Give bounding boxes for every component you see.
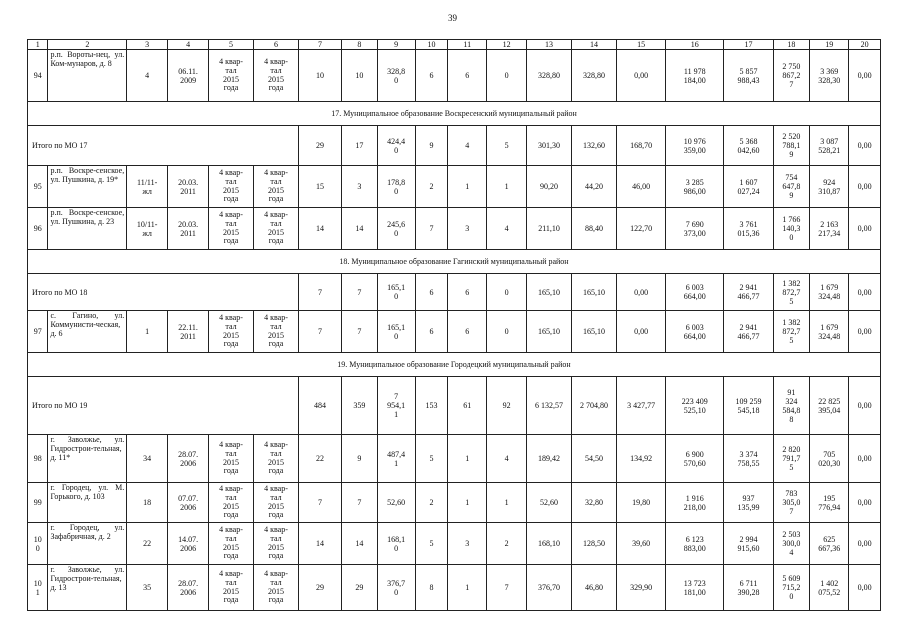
address-cell: г. Городец, ул. Зафабричная, д. 2 xyxy=(48,523,127,565)
cell-col-19: 195 776,94 xyxy=(810,483,849,523)
cell-col-20: 0,00 xyxy=(849,126,881,166)
address-cell: р.п. Воскре-сенское, ул. Пушкина, д. 23 xyxy=(48,208,127,250)
cell-col-8: 10 xyxy=(341,50,377,102)
cell-col-14: 128,50 xyxy=(572,523,617,565)
cell-col-15: 3 427,77 xyxy=(617,377,666,435)
cell-col-14: 54,50 xyxy=(572,435,617,483)
cell-col-18: 91 324 584,8 8 xyxy=(773,377,810,435)
cell-col-6: 4 квар- тал 2015 года xyxy=(254,311,299,353)
column-number: 19 xyxy=(810,40,849,50)
cell-col-15: 168,70 xyxy=(617,126,666,166)
cell-col-15: 46,00 xyxy=(617,166,666,208)
cell-col-6: 4 квар- тал 2015 года xyxy=(254,50,299,102)
total-row xyxy=(28,126,881,166)
cell-col-18: 5 609 715,2 0 xyxy=(773,565,810,611)
address-cell: г. Городец, ул. М. Горького, д. 103 xyxy=(48,483,127,523)
cell-col-11: 6 xyxy=(448,311,487,353)
table-row xyxy=(28,166,881,208)
cell-col-19: 625 667,36 xyxy=(810,523,849,565)
cell-col-12: 7 xyxy=(487,565,527,611)
cell-col-12: 5 xyxy=(487,126,527,166)
cell-col-8: 7 xyxy=(341,274,377,311)
cell-col-18: 1 766 140,3 0 xyxy=(773,208,810,250)
address-cell: г. Заволжье, ул. Гидрострои-тельная, д. 11* xyxy=(48,435,127,483)
cell-col-5: 4 квар- тал 2015 года xyxy=(209,50,254,102)
cell-col-10: 6 xyxy=(415,274,448,311)
row-number: 96 xyxy=(28,208,48,250)
cell-col-8: 9 xyxy=(341,435,377,483)
cell-col-7: 7 xyxy=(299,483,342,523)
cell-col-3: 34 xyxy=(127,435,168,483)
cell-col-10: 5 xyxy=(415,523,448,565)
cell-col-5: 4 квар- тал 2015 года xyxy=(209,565,254,611)
cell-col-5: 4 квар- тал 2015 года xyxy=(209,166,254,208)
cell-col-19: 924 310,87 xyxy=(810,166,849,208)
cell-col-8: 3 xyxy=(341,166,377,208)
column-number: 3 xyxy=(127,40,168,50)
cell-col-12: 4 xyxy=(487,435,527,483)
cell-col-18: 783 305,0 7 xyxy=(773,483,810,523)
table-row xyxy=(28,565,881,611)
cell-col-15: 19,80 xyxy=(617,483,666,523)
cell-col-13: 165,10 xyxy=(527,311,572,353)
table-row xyxy=(28,435,881,483)
cell-col-8: 29 xyxy=(341,565,377,611)
cell-col-11: 3 xyxy=(448,523,487,565)
cell-col-11: 3 xyxy=(448,208,487,250)
section-heading: 18. Муниципальное образование Гагинский муниципальный район xyxy=(28,250,881,274)
cell-col-4: 14.07. 2006 xyxy=(168,523,209,565)
cell-col-19: 3 369 328,30 xyxy=(810,50,849,102)
cell-col-13: 211,10 xyxy=(527,208,572,250)
cell-col-13: 52,60 xyxy=(527,483,572,523)
section-heading: 17. Муниципальное образование Воскресенский муниципальный район xyxy=(28,102,881,126)
column-number: 16 xyxy=(666,40,724,50)
cell-col-10: 9 xyxy=(415,126,448,166)
cell-col-12: 0 xyxy=(487,50,527,102)
cell-col-7: 29 xyxy=(299,126,342,166)
cell-col-11: 1 xyxy=(448,483,487,523)
cell-col-7: 484 xyxy=(299,377,342,435)
cell-col-13: 165,10 xyxy=(527,274,572,311)
section-heading-row xyxy=(28,250,881,274)
cell-col-13: 189,42 xyxy=(527,435,572,483)
cell-col-18: 754 647,8 9 xyxy=(773,166,810,208)
cell-col-9: 376,7 0 xyxy=(377,565,415,611)
cell-col-6: 4 квар- тал 2015 года xyxy=(254,208,299,250)
cell-col-17: 2 941 466,77 xyxy=(724,311,773,353)
cell-col-8: 359 xyxy=(341,377,377,435)
cell-col-12: 2 xyxy=(487,523,527,565)
cell-col-20: 0,00 xyxy=(849,523,881,565)
cell-col-16: 223 409 525,10 xyxy=(666,377,724,435)
cell-col-8: 17 xyxy=(341,126,377,166)
column-number: 2 xyxy=(48,40,127,50)
cell-col-9: 424,4 0 xyxy=(377,126,415,166)
cell-col-4: 06.11. 2009 xyxy=(168,50,209,102)
cell-col-14: 2 704,80 xyxy=(572,377,617,435)
cell-col-18: 1 382 872,7 5 xyxy=(773,274,810,311)
cell-col-9: 165,1 0 xyxy=(377,274,415,311)
cell-col-15: 39,60 xyxy=(617,523,666,565)
cell-col-8: 7 xyxy=(341,311,377,353)
cell-col-12: 1 xyxy=(487,166,527,208)
cell-col-17: 937 135,99 xyxy=(724,483,773,523)
cell-col-18: 2 503 300,0 4 xyxy=(773,523,810,565)
cell-col-16: 6 123 883,00 xyxy=(666,523,724,565)
column-number: 1 xyxy=(28,40,48,50)
address-cell: р.п. Вороты-нец, ул. Ком-мунаров, д. 8 xyxy=(48,50,127,102)
cell-col-16: 13 723 181,00 xyxy=(666,565,724,611)
total-row xyxy=(28,377,881,435)
cell-col-13: 328,80 xyxy=(527,50,572,102)
cell-col-12: 0 xyxy=(487,311,527,353)
cell-col-7: 15 xyxy=(299,166,342,208)
cell-col-5: 4 квар- тал 2015 года xyxy=(209,208,254,250)
address-cell: г. Заволжье, ул. Гидрострои-тельная, д. 13 xyxy=(48,565,127,611)
register-table xyxy=(27,39,881,611)
cell-col-16: 10 976 359,00 xyxy=(666,126,724,166)
row-number: 95 xyxy=(28,166,48,208)
cell-col-6: 4 квар- тал 2015 года xyxy=(254,435,299,483)
cell-col-17: 1 607 027,24 xyxy=(724,166,773,208)
table-row xyxy=(28,523,881,565)
cell-col-10: 7 xyxy=(415,208,448,250)
cell-col-8: 14 xyxy=(341,208,377,250)
cell-col-8: 7 xyxy=(341,483,377,523)
cell-col-13: 90,20 xyxy=(527,166,572,208)
table-row xyxy=(28,483,881,523)
cell-col-7: 14 xyxy=(299,208,342,250)
cell-col-15: 329,90 xyxy=(617,565,666,611)
column-number: 6 xyxy=(254,40,299,50)
cell-col-11: 1 xyxy=(448,166,487,208)
cell-col-13: 6 132,57 xyxy=(527,377,572,435)
cell-col-10: 2 xyxy=(415,166,448,208)
cell-col-3: 4 xyxy=(127,50,168,102)
cell-col-7: 7 xyxy=(299,274,342,311)
cell-col-19: 3 087 528,21 xyxy=(810,126,849,166)
cell-col-20: 0,00 xyxy=(849,435,881,483)
cell-col-17: 5 857 988,43 xyxy=(724,50,773,102)
cell-col-13: 168,10 xyxy=(527,523,572,565)
total-row xyxy=(28,274,881,311)
cell-col-6: 4 квар- тал 2015 года xyxy=(254,483,299,523)
row-number: 98 xyxy=(28,435,48,483)
cell-col-11: 1 xyxy=(448,435,487,483)
cell-col-19: 1 402 075,52 xyxy=(810,565,849,611)
cell-col-14: 88,40 xyxy=(572,208,617,250)
cell-col-16: 7 690 373,00 xyxy=(666,208,724,250)
cell-col-17: 3 374 758,55 xyxy=(724,435,773,483)
table-row xyxy=(28,208,881,250)
cell-col-17: 5 368 042,60 xyxy=(724,126,773,166)
cell-col-7: 14 xyxy=(299,523,342,565)
cell-col-9: 168,1 0 xyxy=(377,523,415,565)
cell-col-20: 0,00 xyxy=(849,166,881,208)
cell-col-4: 28.07. 2006 xyxy=(168,565,209,611)
cell-col-11: 6 xyxy=(448,50,487,102)
cell-col-10: 5 xyxy=(415,435,448,483)
cell-col-9: 487,4 1 xyxy=(377,435,415,483)
cell-col-15: 134,92 xyxy=(617,435,666,483)
address-cell: с. Гагино, ул. Коммунисти-ческая, д. 6 xyxy=(48,311,127,353)
cell-col-14: 165,10 xyxy=(572,274,617,311)
cell-col-7: 29 xyxy=(299,565,342,611)
cell-col-19: 22 825 395,04 xyxy=(810,377,849,435)
cell-col-16: 11 978 184,00 xyxy=(666,50,724,102)
column-number: 8 xyxy=(341,40,377,50)
cell-col-6: 4 квар- тал 2015 года xyxy=(254,565,299,611)
column-number: 17 xyxy=(724,40,773,50)
cell-col-20: 0,00 xyxy=(849,311,881,353)
column-number: 20 xyxy=(849,40,881,50)
column-number: 15 xyxy=(617,40,666,50)
cell-col-11: 6 xyxy=(448,274,487,311)
cell-col-18: 2 820 791,7 5 xyxy=(773,435,810,483)
cell-col-9: 7 954,1 1 xyxy=(377,377,415,435)
cell-col-13: 376,70 xyxy=(527,565,572,611)
table-row xyxy=(28,311,881,353)
cell-col-9: 52,60 xyxy=(377,483,415,523)
cell-col-16: 6 003 664,00 xyxy=(666,311,724,353)
cell-col-11: 4 xyxy=(448,126,487,166)
cell-col-5: 4 квар- тал 2015 года xyxy=(209,483,254,523)
column-number-row xyxy=(28,40,881,50)
cell-col-19: 2 163 217,34 xyxy=(810,208,849,250)
cell-col-10: 153 xyxy=(415,377,448,435)
cell-col-14: 165,10 xyxy=(572,311,617,353)
cell-col-11: 1 xyxy=(448,565,487,611)
cell-col-17: 2 994 915,60 xyxy=(724,523,773,565)
cell-col-18: 2 520 788,1 9 xyxy=(773,126,810,166)
cell-col-17: 109 259 545,18 xyxy=(724,377,773,435)
cell-col-19: 1 679 324,48 xyxy=(810,274,849,311)
cell-col-7: 10 xyxy=(299,50,342,102)
cell-col-12: 92 xyxy=(487,377,527,435)
cell-col-7: 7 xyxy=(299,311,342,353)
section-heading-row xyxy=(28,102,881,126)
cell-col-7: 22 xyxy=(299,435,342,483)
cell-col-15: 0,00 xyxy=(617,311,666,353)
address-cell: р.п. Воскре-сенское, ул. Пушкина, д. 19* xyxy=(48,166,127,208)
cell-col-10: 2 xyxy=(415,483,448,523)
cell-col-20: 0,00 xyxy=(849,377,881,435)
cell-col-9: 165,1 0 xyxy=(377,311,415,353)
cell-col-12: 4 xyxy=(487,208,527,250)
total-label: Итого по МО 17 xyxy=(28,126,299,166)
cell-col-20: 0,00 xyxy=(849,483,881,523)
row-number: 10 1 xyxy=(28,565,48,611)
cell-col-20: 0,00 xyxy=(849,274,881,311)
row-number: 99 xyxy=(28,483,48,523)
column-number: 11 xyxy=(448,40,487,50)
column-number: 7 xyxy=(299,40,342,50)
cell-col-8: 14 xyxy=(341,523,377,565)
cell-col-15: 0,00 xyxy=(617,50,666,102)
cell-col-14: 32,80 xyxy=(572,483,617,523)
cell-col-16: 3 285 986,00 xyxy=(666,166,724,208)
cell-col-11: 61 xyxy=(448,377,487,435)
column-number: 12 xyxy=(487,40,527,50)
cell-col-9: 178,8 0 xyxy=(377,166,415,208)
cell-col-18: 1 382 872,7 5 xyxy=(773,311,810,353)
column-number: 9 xyxy=(377,40,415,50)
cell-col-20: 0,00 xyxy=(849,565,881,611)
column-number: 5 xyxy=(209,40,254,50)
cell-col-3: 22 xyxy=(127,523,168,565)
cell-col-13: 301,30 xyxy=(527,126,572,166)
cell-col-10: 6 xyxy=(415,50,448,102)
total-label: Итого по МО 19 xyxy=(28,377,299,435)
table-row xyxy=(28,50,881,102)
cell-col-20: 0,00 xyxy=(849,50,881,102)
cell-col-4: 22.11. 2011 xyxy=(168,311,209,353)
cell-col-16: 6 003 664,00 xyxy=(666,274,724,311)
cell-col-4: 20.03. 2011 xyxy=(168,166,209,208)
page-number: 39 xyxy=(448,13,457,23)
cell-col-19: 705 020,30 xyxy=(810,435,849,483)
cell-col-10: 6 xyxy=(415,311,448,353)
cell-col-3: 11/11- жл xyxy=(127,166,168,208)
column-number: 18 xyxy=(773,40,810,50)
cell-col-3: 1 xyxy=(127,311,168,353)
cell-col-3: 18 xyxy=(127,483,168,523)
cell-col-6: 4 квар- тал 2015 года xyxy=(254,166,299,208)
cell-col-12: 0 xyxy=(487,274,527,311)
cell-col-14: 46,80 xyxy=(572,565,617,611)
cell-col-14: 44,20 xyxy=(572,166,617,208)
cell-col-15: 0,00 xyxy=(617,274,666,311)
column-number: 10 xyxy=(415,40,448,50)
cell-col-5: 4 квар- тал 2015 года xyxy=(209,435,254,483)
cell-col-17: 2 941 466,77 xyxy=(724,274,773,311)
cell-col-16: 1 916 218,00 xyxy=(666,483,724,523)
cell-col-6: 4 квар- тал 2015 года xyxy=(254,523,299,565)
row-number: 97 xyxy=(28,311,48,353)
cell-col-9: 245,6 0 xyxy=(377,208,415,250)
cell-col-9: 328,8 0 xyxy=(377,50,415,102)
total-label: Итого по МО 18 xyxy=(28,274,299,311)
row-number: 10 0 xyxy=(28,523,48,565)
column-number: 4 xyxy=(168,40,209,50)
cell-col-20: 0,00 xyxy=(849,208,881,250)
cell-col-5: 4 квар- тал 2015 года xyxy=(209,523,254,565)
cell-col-19: 1 679 324,48 xyxy=(810,311,849,353)
cell-col-17: 6 711 390,28 xyxy=(724,565,773,611)
cell-col-4: 20.03. 2011 xyxy=(168,208,209,250)
cell-col-4: 07.07. 2006 xyxy=(168,483,209,523)
column-number: 13 xyxy=(527,40,572,50)
cell-col-18: 2 750 867,2 7 xyxy=(773,50,810,102)
cell-col-14: 132,60 xyxy=(572,126,617,166)
row-number: 94 xyxy=(28,50,48,102)
cell-col-17: 3 761 015,36 xyxy=(724,208,773,250)
section-heading: 19. Муниципальное образование Городецкий муниципальный район xyxy=(28,353,881,377)
cell-col-14: 328,80 xyxy=(572,50,617,102)
section-heading-row xyxy=(28,353,881,377)
cell-col-4: 28.07. 2006 xyxy=(168,435,209,483)
cell-col-10: 8 xyxy=(415,565,448,611)
column-number: 14 xyxy=(572,40,617,50)
cell-col-3: 35 xyxy=(127,565,168,611)
cell-col-3: 10/11- жл xyxy=(127,208,168,250)
cell-col-12: 1 xyxy=(487,483,527,523)
cell-col-5: 4 квар- тал 2015 года xyxy=(209,311,254,353)
cell-col-16: 6 900 570,60 xyxy=(666,435,724,483)
cell-col-15: 122,70 xyxy=(617,208,666,250)
